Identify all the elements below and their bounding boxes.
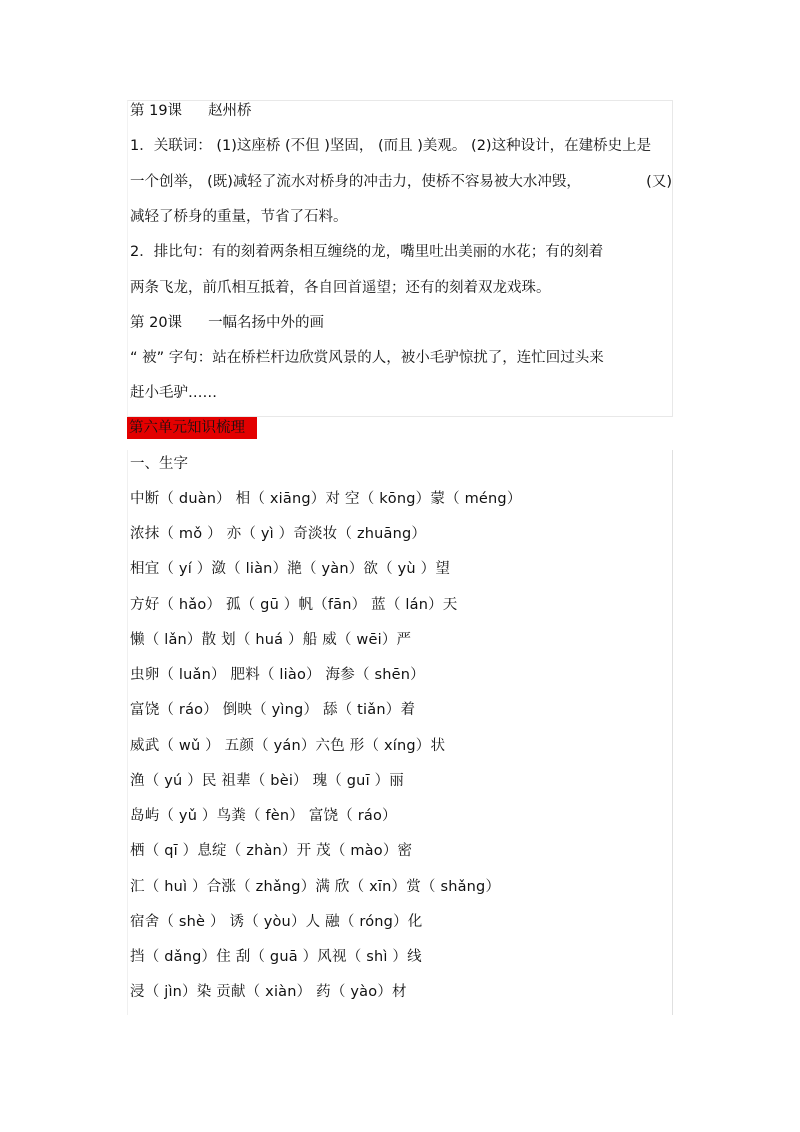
char-row: 宿舍（ shè ） 诱（ yòu）人 融（ róng）化 — [130, 914, 423, 930]
lesson-19-number: 第 19课 — [130, 103, 183, 119]
lesson-19-name: 赵州桥 — [208, 103, 252, 119]
lessons-19-20-section — [127, 100, 673, 417]
char-row: 方好（ hǎo） 孤（ gū ）帆（fān） 蓝（ lán）天 — [130, 597, 458, 613]
char-row: 渔（ yú ）民 祖辈（ bèi） 瑰（ guī ）丽 — [130, 773, 405, 789]
unit-6-heading: 第六单元知识梳理 — [127, 417, 257, 439]
parallelism-line-2: 两条飞龙，前爪相互抵着，各自回首遥望；还有的刻着双龙戏珠。 — [130, 280, 551, 296]
char-row: 岛屿（ yǔ ）鸟粪（ fèn） 富饶（ ráo） — [130, 808, 397, 824]
char-row: 浓抹（ mǒ ） 亦（ yì ）奇淡妆（ zhuāng） — [130, 526, 427, 542]
unit-6-characters-section — [127, 450, 673, 1015]
lesson-20-name: 一幅名扬中外的画 — [208, 315, 325, 331]
char-row: 相宜（ yí ）潋（ liàn）滟（ yàn）欲（ yù ）望 — [130, 561, 451, 577]
char-row: 栖（ qī ）息绽（ zhàn）开 茂（ mào）密 — [130, 843, 413, 859]
lesson-19-title — [130, 101, 672, 121]
section-title: 一、生字 — [130, 456, 188, 472]
conjunction-line-1: 1．关联词： (1)这座桥 (不但 )坚固， (而且 )美观。 (2)这种设计，在建桥史上是 — [130, 138, 652, 154]
char-row: 挡（ dǎng）住 刮（ guā ）风视（ shì ）线 — [130, 949, 422, 965]
char-row: 懒（ lǎn）散 划（ huá ）船 威（ wēi）严 — [130, 632, 412, 648]
char-row: 虫卵（ luǎn） 肥料（ liào） 海参（ shēn） — [130, 667, 425, 683]
conjunction-line-2-end: (又) — [646, 174, 672, 190]
char-row: 威武（ wǔ ） 五颜（ yán）六色 形（ xíng）状 — [130, 738, 446, 754]
lesson-20-title — [130, 313, 672, 333]
conjunction-line-3: 减轻了桥身的重量，节省了石料。 — [130, 209, 348, 225]
parallelism-line-1: 2．排比句：有的刻着两条相互缠绕的龙，嘴里吐出美丽的水花；有的刻着 — [130, 244, 604, 260]
char-row: 汇（ huì ）合涨（ zhǎng）满 欣（ xīn）赏（ shǎng） — [130, 879, 501, 895]
conjunction-line-2 — [130, 172, 672, 192]
bei-sentence-line-1: “ 被” 字句：站在桥栏杆边欣赏风景的人，被小毛驴惊扰了，连忙回过头来 — [130, 350, 604, 366]
conjunction-line-2-text: 一个创举， (既)减轻了流水对桥身的冲击力，使桥不容易被大水冲毁， — [130, 174, 581, 190]
char-row: 中断（ duàn） 相（ xiāng）对 空（ kōng）蒙（ méng） — [130, 491, 522, 507]
char-row: 富饶（ ráo） 倒映（ yìng） 舔（ tiǎn）着 — [130, 702, 416, 718]
lesson-20-number: 第 20课 — [130, 315, 183, 331]
bei-sentence-line-2: 赶小毛驴…… — [130, 385, 217, 401]
char-row: 浸（ jìn）染 贡献（ xiàn） 药（ yào）材 — [130, 984, 407, 1000]
